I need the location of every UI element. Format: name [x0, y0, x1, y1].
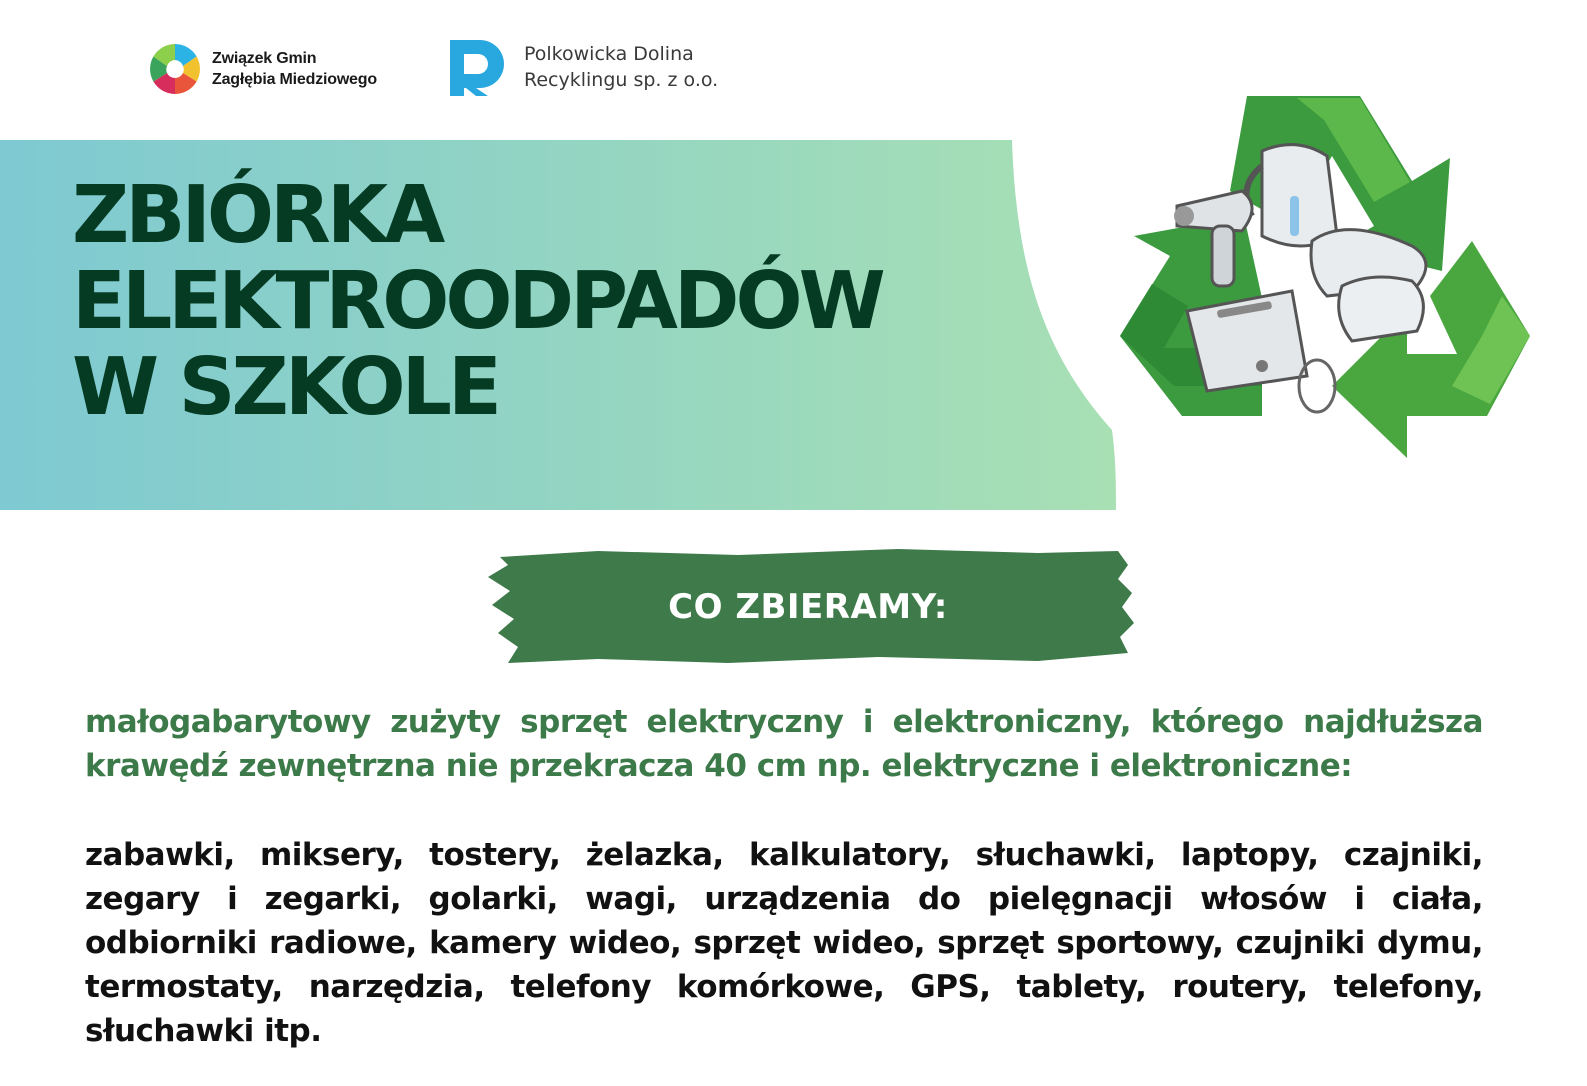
title-line-3: W SZKOLE: [72, 341, 498, 433]
page-title: [72, 169, 882, 433]
zgzm-line2: Zagłębia Miedziowego: [212, 71, 377, 88]
aperture-logo-icon: [148, 42, 202, 96]
title-line-2: ELEKTROODPADÓW: [72, 255, 882, 347]
section-heading-banner: [478, 545, 1138, 669]
recycle-appliances-icon: [1112, 86, 1542, 486]
zgzm-line1: Związek Gmin: [212, 50, 317, 67]
collected-items-list: zabawki, miksery, tostery, żelazka, kalkulatory, słuchawki, laptopy, czajniki, zegary i zegarki, golarki, wagi, urządzenia do pielęgnacji włosów i ciała, odbiorniki radiowe, kamery wideo, sprzęt wideo, sprzęt sportowy, czujniki dymu, termostaty, narzędzia, telefony komórkowe, GPS, tablety, routery, telefony, słuchawki itp.: [85, 837, 1483, 1049]
pdr-logo: [446, 36, 718, 98]
pdr-line1: Polkowicka Dolina: [524, 43, 694, 65]
pdr-line2: Recyklingu sp. z o.o.: [524, 69, 719, 91]
section-heading: CO ZBIERAMY:: [668, 587, 948, 627]
collection-description: małogabarytowy zużyty sprzęt elektryczny i elektroniczny, którego najdłuższa krawędź zewnętrzna nie przekracza 40 cm np. elektryczne i elektroniczne:: [85, 704, 1483, 784]
title-line-1: ZBIÓRKA: [72, 169, 442, 261]
zgzm-logo: [148, 42, 377, 96]
r-logo-icon: [446, 36, 508, 98]
